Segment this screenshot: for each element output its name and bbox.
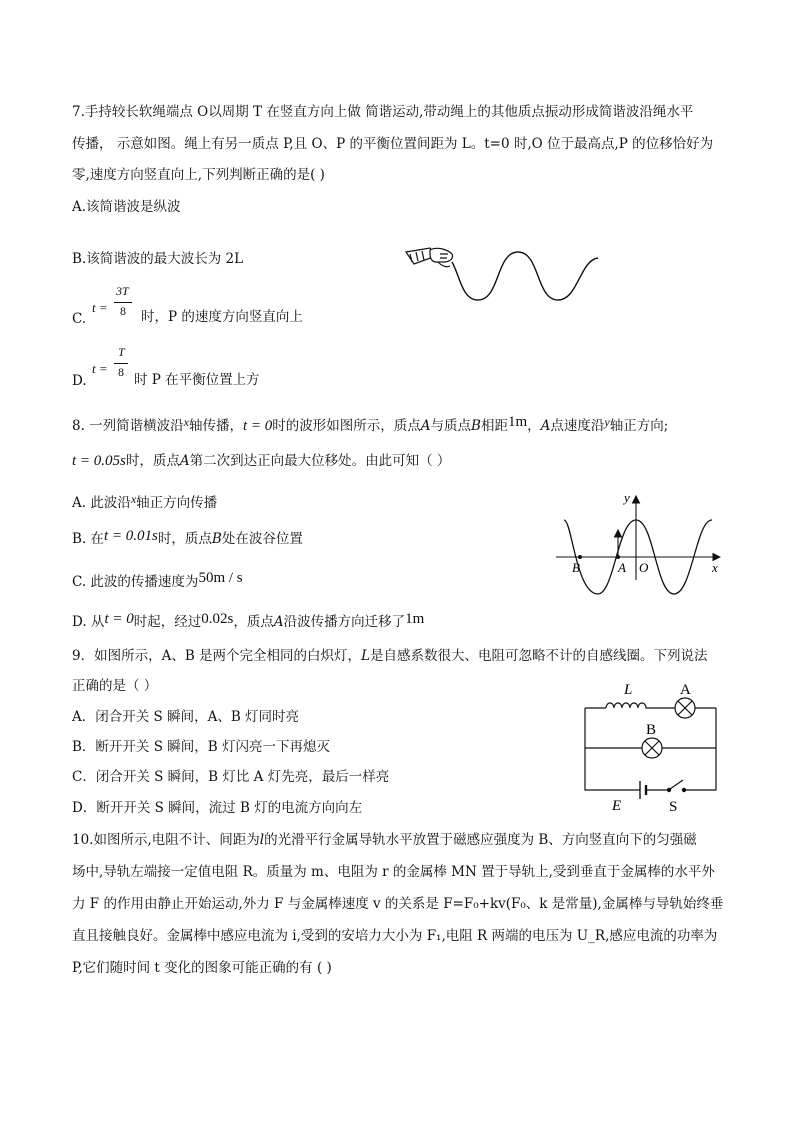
q8-option-d: [72, 610, 424, 631]
q8-option-a-text: A. 此波沿: [72, 495, 131, 511]
q8-wave-graph: [552, 490, 727, 580]
q8-option-d-text: ，质点: [233, 614, 274, 630]
q9-circuit-diagram: [580, 680, 725, 815]
switch-icon: [667, 780, 685, 792]
q7-option-d-t: t =: [92, 361, 108, 376]
q9-option-d: D．断开开关 S 瞬间，流过 B 灯的电流方向向左: [72, 800, 363, 816]
q8-option-d-text: 时起，经过: [133, 614, 202, 630]
hand-icon: [406, 248, 453, 267]
q10-spacing-symbol: l: [259, 832, 265, 848]
inductor-label: L: [624, 682, 633, 698]
q8-stem-line-1: [72, 413, 668, 435]
circuit-wire: [684, 708, 716, 790]
lamp-b-icon: [642, 738, 662, 758]
q7-option-d-text: 时 P 在平衡位置上方: [134, 372, 260, 388]
q10-stem-line-1: [72, 831, 697, 849]
q7-rope-wave-figure: [400, 240, 610, 310]
circuit-wire: [585, 708, 640, 790]
q7-option-c-text: 时，P 的速度方向竖直向上: [141, 309, 303, 325]
q8-option-d-text: 沿波传播方向迁移了: [283, 614, 406, 630]
switch-label: S: [669, 799, 678, 815]
q7-option-b: B.该简谐波的最大波长为 2L: [72, 251, 244, 267]
q7-option-c-denominator: 8: [120, 304, 126, 318]
q8-time: t = 0.05s: [72, 453, 126, 469]
q9-stem-line-1: [72, 647, 708, 665]
q8-stem-line-2: [72, 452, 450, 470]
q8-option-a: [72, 490, 217, 512]
q7-option-c-label: C.: [72, 311, 87, 327]
q8-distance: 1m: [507, 414, 528, 430]
q10-stem-line-2: 场中,导轨左端接一定值电阻 R。质量为 m、电阻为 r 的金属棒 MN 置于导轨上,受到垂直于金属棒的水平外: [72, 864, 715, 880]
q7-option-c-formula: [92, 284, 142, 324]
lamp-b-label: B: [646, 722, 657, 738]
q8-stem-text: 时，质点: [125, 453, 180, 469]
q8-x-axis: x: [183, 415, 189, 429]
q8-option-d-interval: 0.02s: [201, 611, 234, 627]
q8-stem-text: 8. 一列简谐横波沿: [72, 418, 184, 434]
q7-option-c-t: t =: [92, 300, 108, 315]
q8-t0: t = 0: [243, 418, 273, 434]
q9-option-b: B．断开开关 S 瞬间，B 灯闪亮一下再熄灭: [72, 739, 330, 755]
q10-stem-line-5: P,它们随时间 t 变化的图象可能正确的有 ( ): [72, 960, 332, 976]
q8-point-b: B: [471, 418, 481, 434]
q8-option-d-text: D. 从: [72, 614, 105, 630]
q8-y-axis: y: [604, 415, 610, 429]
q8-stem-text: 第二次到达正向最大位移处。由此可知（ ）: [189, 453, 451, 469]
q7-option-d-numerator: T: [118, 345, 125, 359]
q10-stem-text: 的光滑平行金属导轨水平放置于磁感应强度为 B、方向竖直向下的匀强磁: [264, 832, 697, 848]
q10-stem-line-3: 力 F 的作用由静止开始运动,外力 F 与金属棒速度 v 的关系是 F=F₀+kv(F₀、k 是常量),金属棒与导轨始终垂: [72, 896, 724, 912]
q8-option-b-text: 处在波谷位置: [221, 531, 303, 547]
q9-stem-line-2: 正确的是（ ）: [72, 678, 158, 694]
q8-option-b-time: t = 0.01s: [104, 528, 158, 544]
q7-option-c-fraction-bar: [114, 302, 132, 303]
q9-stem-text: 9．如图所示，A、B 是两个完全相同的白炽灯，: [72, 648, 362, 664]
q8-option-d-distance: 1m: [405, 611, 425, 627]
q8-point-a: A: [540, 418, 551, 434]
q7-option-d-fraction-bar: [114, 363, 128, 364]
q8-option-a-text: 轴正方向传播: [136, 495, 218, 511]
point-a-label: A: [618, 560, 626, 575]
y-axis-label: y: [624, 490, 630, 505]
q8-stem-text: 轴传播，: [189, 418, 243, 434]
q10-stem-text: 10.如图所示,电阻不计、间距为: [72, 832, 260, 848]
q8-stem-text: ，: [527, 418, 541, 434]
q8-option-c-speed: 50m / s: [198, 570, 243, 586]
q8-option-b-text: B. 在: [72, 531, 105, 547]
point-b-dot: [578, 555, 582, 559]
q8-option-c-text: C. 此波的传播速度为: [72, 574, 199, 590]
inductor-coil: [606, 703, 652, 708]
q8-option-d-point: A: [273, 614, 284, 630]
q7-option-d-formula: [92, 345, 132, 387]
q7-stem-line-1: 7.手持较长软绳端点 O以周期 T 在竖直方向上做 简谐运动,带动绳上的其他质点振动形成简谐波沿绳水平: [72, 104, 694, 120]
x-axis-label: x: [712, 560, 718, 575]
battery-icon: [640, 781, 668, 799]
q8-option-b: [72, 527, 303, 548]
lamp-a-label: A: [680, 682, 691, 698]
q8-option-b-text: 时，质点: [157, 531, 212, 547]
q8-point-a: A: [420, 418, 431, 434]
point-b-label: B: [572, 560, 580, 575]
q8-stem-text: 相距: [480, 418, 508, 434]
q9-stem-text: 是自感系数很大、电阻可忽略不计的自感线圈。下列说法: [370, 648, 708, 664]
q10-stem-line-4: 直且接触良好。金属棒中感应电流为 i,受到的安培力大小为 F₁,电阻 R 两端的电压为 U_R,感应电流的功率为: [72, 928, 718, 944]
q9-option-a: A．闭合开关 S 瞬间，A、B 灯同时亮: [72, 709, 300, 725]
q7-option-d-label: D.: [72, 373, 87, 389]
q7-stem-line-2: 传播， 示意如图。绳上有另一质点 P,且 O、P 的平衡位置间距为 L。t=0 时,O 位于最高点,P 的位移恰好为: [72, 136, 714, 152]
battery-label: E: [612, 798, 622, 814]
lamp-a-icon: [675, 698, 695, 718]
rope-wave: [452, 252, 598, 300]
q7-option-d-denominator: 8: [118, 365, 124, 379]
q8-option-a-x: x: [130, 492, 137, 506]
origin-label: O: [639, 560, 649, 575]
q8-option-b-point: B: [211, 531, 222, 547]
q7-option-c-numerator: 3T: [116, 284, 129, 298]
q8-point-a: A: [179, 453, 190, 469]
q9-inductor-symbol: L: [361, 648, 371, 664]
q7-stem-line-3: 零,速度方向竖直向上,下列判断正确的是( ): [72, 167, 325, 183]
q8-stem-text: 时的波形如图所示，质点: [272, 418, 421, 434]
q8-option-d-time: t = 0: [104, 611, 134, 627]
q7-option-a: A.该简谐波是纵波: [72, 199, 181, 215]
point-a-dot: [616, 555, 620, 559]
q8-option-c: [72, 569, 243, 591]
q8-stem-text: 点速度沿: [550, 418, 605, 434]
q8-stem-text: 轴正方向;: [609, 418, 669, 434]
q8-stem-text: 与质点: [430, 418, 472, 434]
q9-option-c: C．闭合开关 S 瞬间，B 灯比 A 灯先亮，最后一样亮: [72, 769, 390, 785]
